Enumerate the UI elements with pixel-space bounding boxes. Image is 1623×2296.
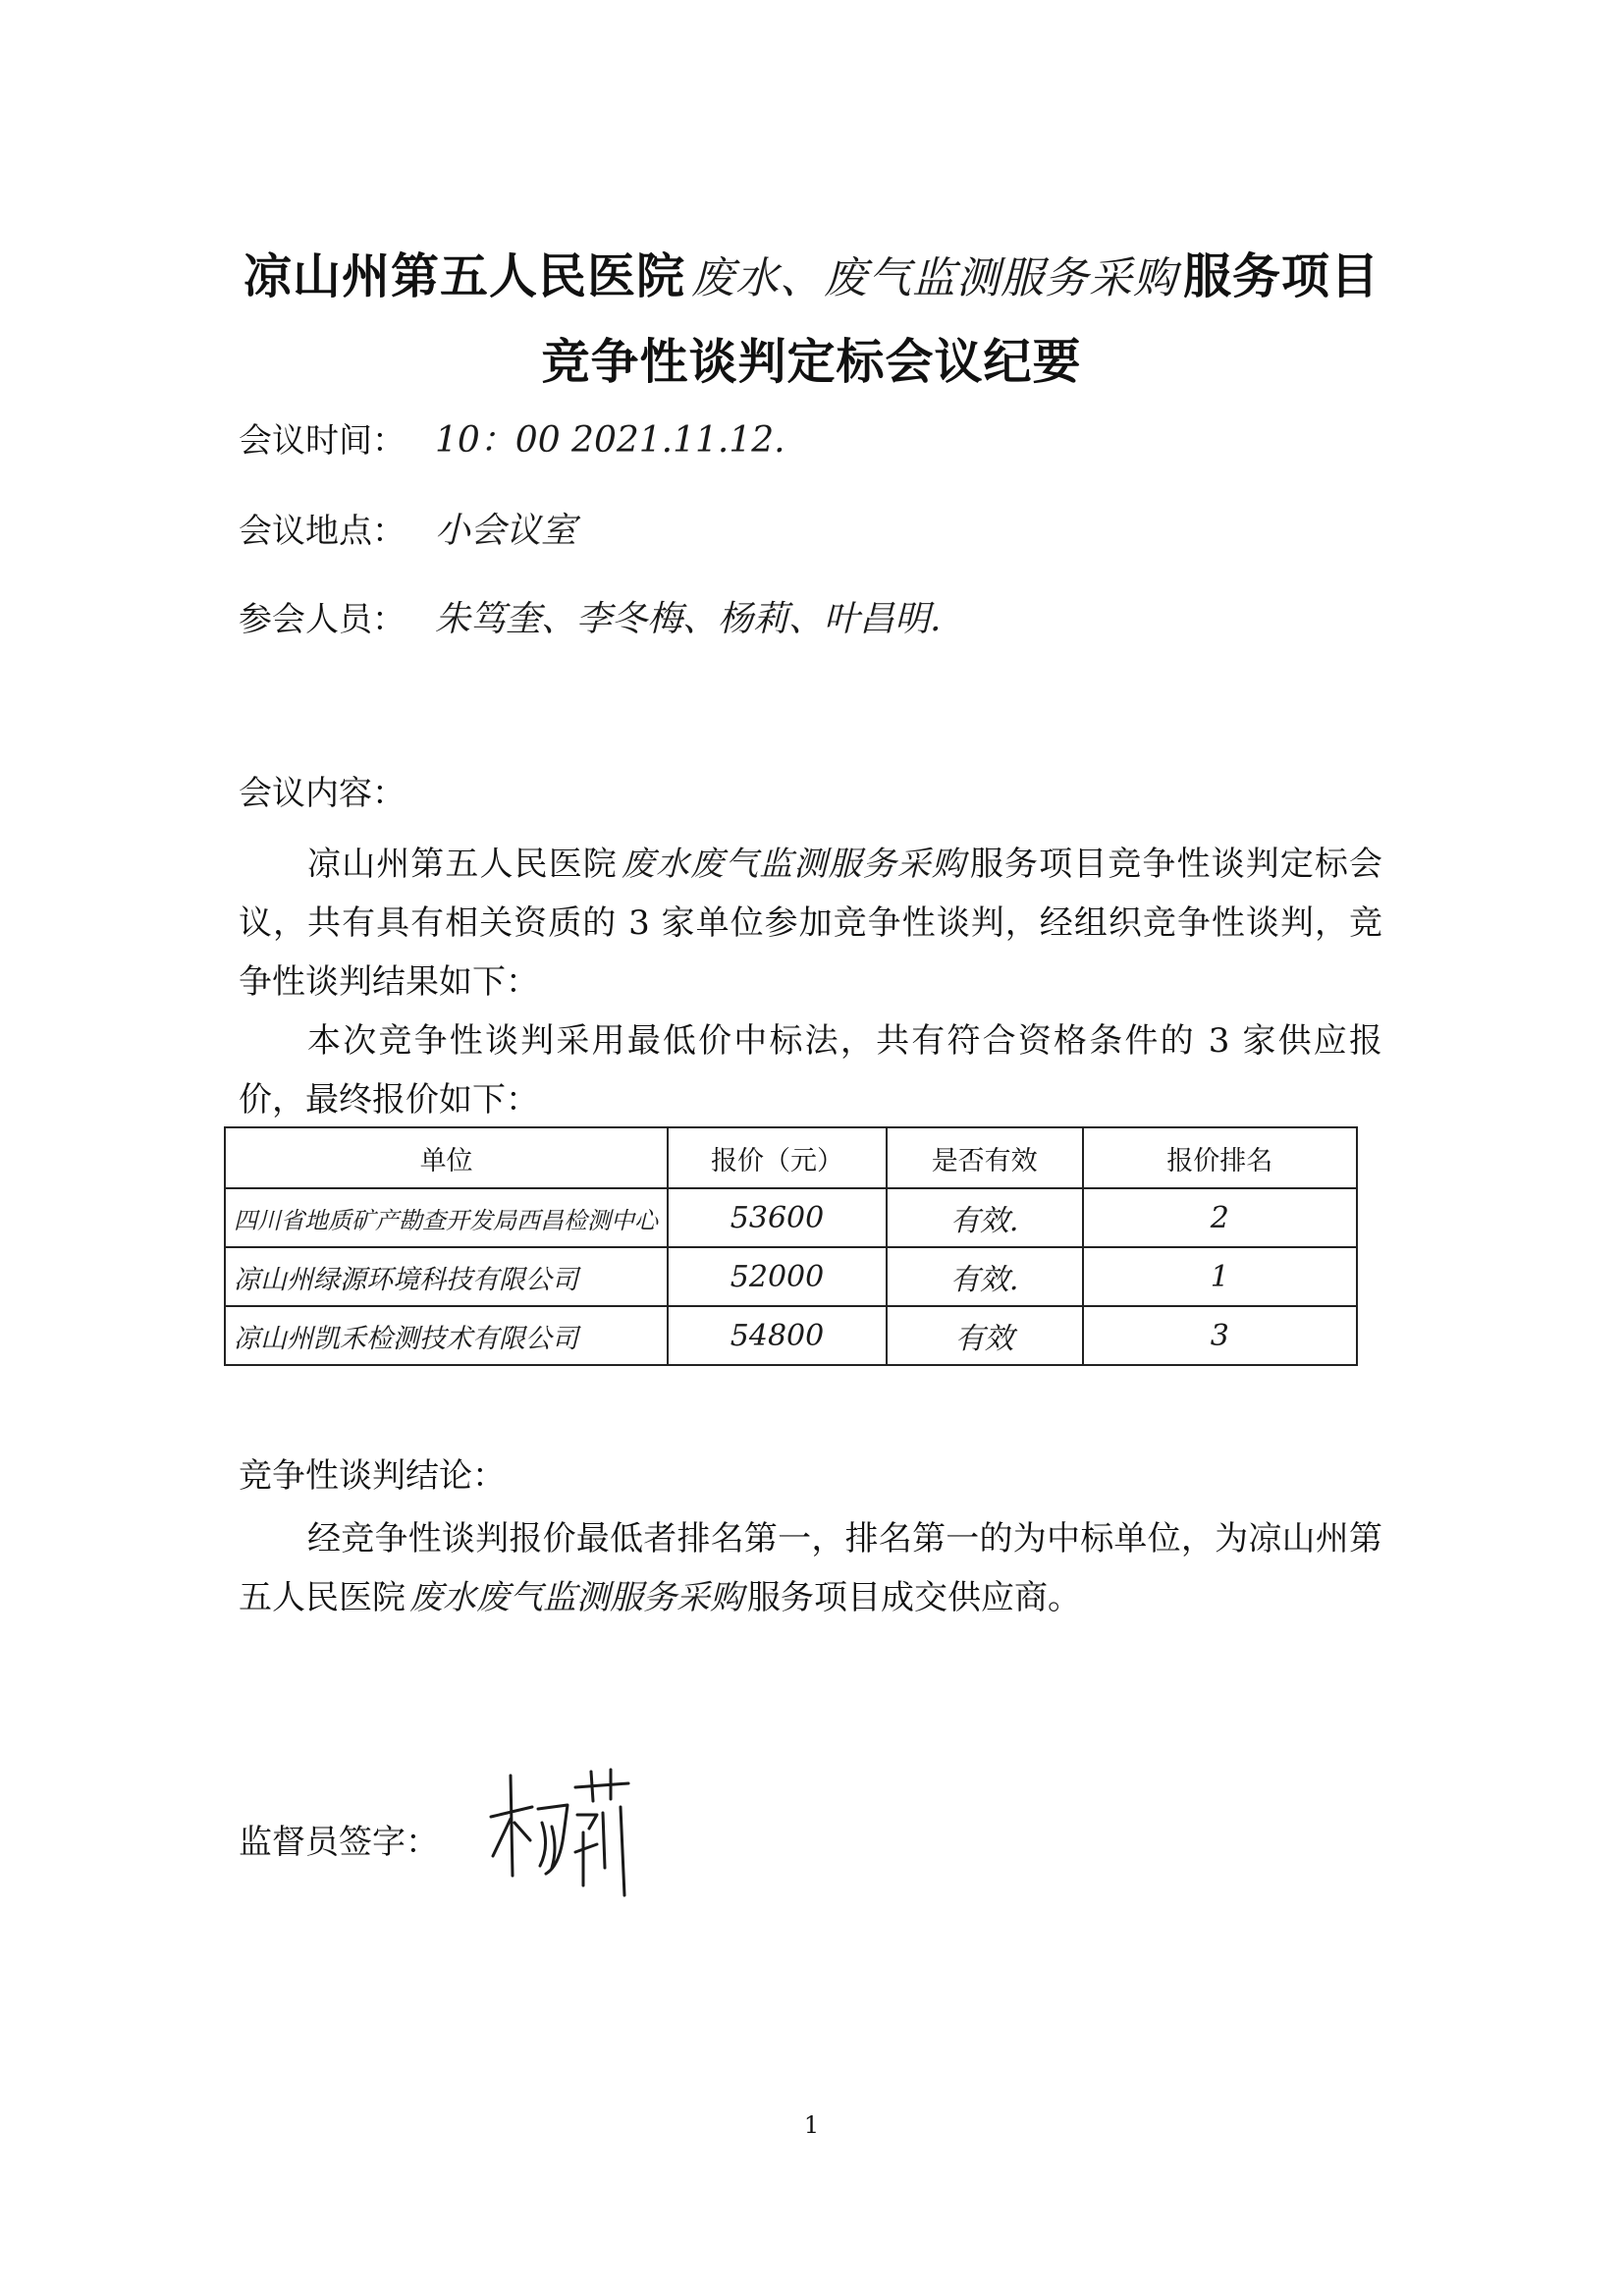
meeting-attendees-value: 朱笃奎、李冬梅、杨莉、叶昌明. xyxy=(435,599,942,639)
row-valid: 有效. xyxy=(887,1188,1083,1247)
content-heading: 会议内容： xyxy=(239,774,406,813)
content-paragraph-1 xyxy=(239,835,1382,1011)
meeting-place-label: 会议地点： xyxy=(239,512,406,551)
content-paragraph-2: 本次竞争性谈判采用最低价中标法，共有符合资格条件的 3 家供应报价，最终报价如下： xyxy=(239,1021,1382,1120)
quote-table xyxy=(224,1126,1358,1366)
header-price: 报价（元） xyxy=(668,1127,887,1188)
header-rank: 报价排名 xyxy=(1083,1127,1357,1188)
meeting-attendees xyxy=(239,591,941,641)
meeting-time-value: 10：00 2021.11.12. xyxy=(435,420,785,461)
title-prefix: 凉山州第五人民医院 xyxy=(243,248,685,304)
row-rank: 2 xyxy=(1083,1188,1357,1247)
row-price: 52000 xyxy=(668,1247,887,1306)
para1-suffix: 服务项目竞争性谈判定标会议，共有具有相关资质的 3 家单位参加竞争性谈判，经组织竞争性谈判，竞争性谈判结果如下： xyxy=(239,845,1383,1002)
conclusion-suffix: 服务项目成交供应商。 xyxy=(747,1578,1081,1617)
para1-prefix: 凉山州第五人民医院 xyxy=(307,845,618,884)
meeting-time xyxy=(239,412,785,463)
supervisor-signature xyxy=(481,1758,638,1905)
title-suffix: 服务项目 xyxy=(1183,248,1380,304)
table-row xyxy=(225,1247,1357,1306)
row-rank: 1 xyxy=(1083,1247,1357,1306)
document-title-line2: 竞争性谈判定标会议纪要 xyxy=(541,334,1082,390)
row-valid: 有效 xyxy=(887,1306,1083,1365)
meeting-time-label: 会议时间： xyxy=(239,421,406,461)
header-unit: 单位 xyxy=(225,1127,668,1188)
row-unit: 凉山州绿源环境科技有限公司 xyxy=(225,1247,668,1306)
row-unit: 凉山州凯禾检测技术有限公司 xyxy=(225,1306,668,1365)
title-handwritten-project: 废水、废气监测服务采购 xyxy=(691,253,1177,303)
header-valid: 是否有效 xyxy=(887,1127,1083,1188)
para1-handwritten-project: 废水废气监测服务采购 xyxy=(621,845,966,884)
row-rank: 3 xyxy=(1083,1306,1357,1365)
conclusion-handwritten-project: 废水废气监测服务采购 xyxy=(409,1578,743,1617)
row-price: 53600 xyxy=(668,1188,887,1247)
page-number: 1 xyxy=(803,2111,820,2139)
row-unit: 四川省地质矿产勘查开发局西昌检测中心 xyxy=(225,1188,668,1247)
table-row xyxy=(225,1306,1357,1365)
table-row xyxy=(225,1188,1357,1247)
row-price: 54800 xyxy=(668,1306,887,1365)
meeting-place-value: 小会议室 xyxy=(435,511,577,551)
meeting-attendees-label: 参会人员： xyxy=(239,600,406,639)
conclusion-prefix: 经竞争性谈判报价最低者排名第一，排名第一的为中标单位，为凉山州第五人民医院 xyxy=(239,1519,1382,1617)
supervisor-signature-label: 监督员签字： xyxy=(239,1823,439,1862)
table-header-row xyxy=(225,1127,1357,1188)
document-title-line1 xyxy=(0,239,1623,307)
row-valid: 有效. xyxy=(887,1247,1083,1306)
conclusion-heading: 竞争性谈判结论： xyxy=(239,1456,506,1496)
meeting-place xyxy=(239,503,576,553)
conclusion-paragraph xyxy=(239,1509,1382,1627)
